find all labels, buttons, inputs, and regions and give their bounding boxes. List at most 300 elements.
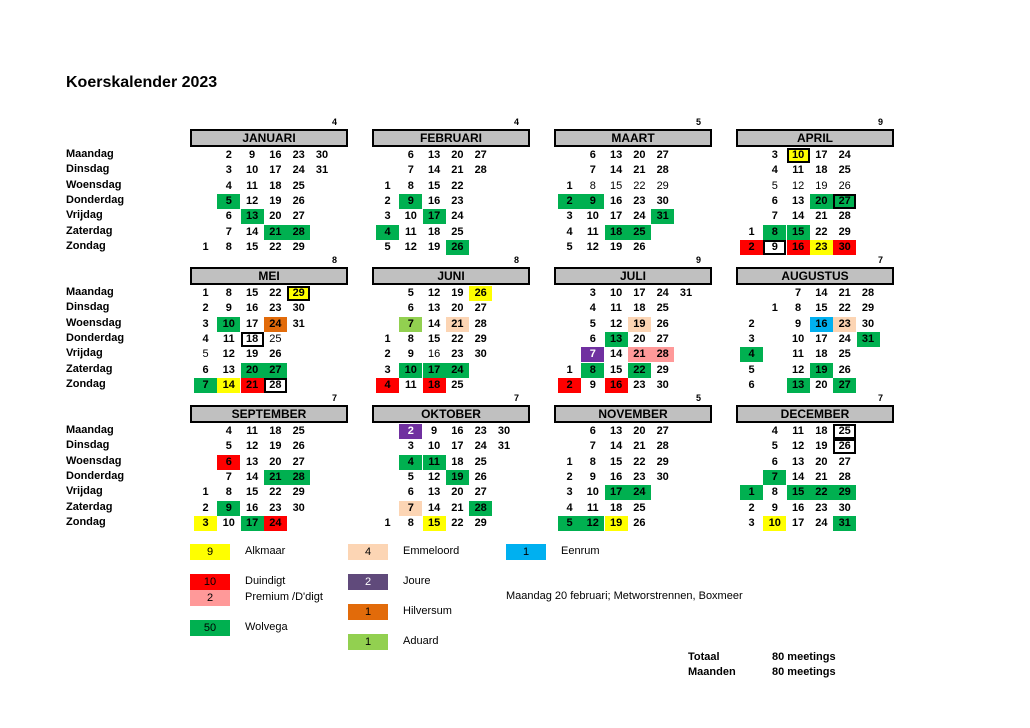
day-cell: 8 [225,486,232,499]
day-cell: 11 [792,164,804,177]
day-cell: 10 [245,164,259,177]
day-cell: 4 [225,425,232,437]
day-cell: 18 [241,332,264,347]
day-cell: 15 [787,485,810,500]
month-count: 7 [878,255,884,265]
day-cell: 6 [589,149,596,161]
day-cell: 18 [451,455,464,468]
day-cell: 30 [833,240,856,255]
day-cell: 28 [287,225,310,240]
day-cell: 25 [628,225,651,240]
day-cell: 10 [427,440,441,453]
day-cell: 15 [245,240,259,253]
day-cell: 27 [474,302,487,315]
day-cell: 24 [656,287,669,299]
day-cell: 3 [771,149,778,161]
day-label: Zaterdag [66,362,113,375]
day-cell: 23 [269,302,282,315]
day-label: Vrijdag [66,209,103,222]
day-cell: 6 [407,302,414,315]
day-cell: 1 [740,485,763,500]
day-label: Zaterdag [66,224,113,237]
day-label: Dinsdag [66,439,110,452]
day-cell: 27 [656,149,669,161]
legend-swatch-hilversum: 1 [348,604,388,620]
day-cell: 10 [791,332,805,345]
day-cell: 2 [566,470,573,483]
day-cell: 29 [474,332,487,345]
day-cell: 18 [815,164,828,177]
day-cell: 16 [245,501,259,514]
day-cell: 3 [407,440,414,453]
month-header-september: SEPTEMBER [190,405,348,423]
day-cell: 9 [589,470,596,483]
day-cell: 19 [815,440,828,453]
day-cell: 13 [427,486,441,499]
legend-swatch-joure: 2 [348,574,388,590]
day-cell: 23 [451,194,464,207]
day-cell: 29 [474,516,487,529]
day-cell: 28 [474,317,487,330]
day-cell: 22 [451,179,464,192]
day-cell: 8 [589,455,596,468]
day-cell: 14 [791,470,805,483]
day-cell: 22 [633,455,646,468]
day-cell: 6 [217,455,240,470]
day-cell: 12 [791,440,805,453]
day-label: Maandag [66,424,114,436]
day-cell: 3 [566,210,573,223]
day-cell: 5 [384,240,391,253]
day-cell: 19 [815,179,828,192]
day-cell: 12 [791,179,805,192]
day-cell: 12 [581,516,604,531]
page-title: Koerskalender 2023 [66,74,218,91]
day-cell: 8 [407,179,414,192]
day-cell: 20 [269,210,282,223]
day-label: Donderdag [66,331,125,344]
day-cell: 23 [815,501,828,514]
day-label: Donderdag [66,469,125,482]
day-cell: 30 [315,149,329,161]
day-cell: 26 [833,439,856,454]
month-count: 7 [878,393,884,403]
day-cell: 20 [451,486,464,499]
day-cell: 28 [838,210,851,223]
day-label: Vrijdag [66,485,103,498]
day-cell: 5 [566,240,573,253]
day-cell: 19 [245,348,259,361]
day-cell: 22 [628,363,651,378]
day-cell: 24 [264,516,287,531]
day-cell: 7 [589,164,596,177]
day-cell: 14 [609,348,623,361]
day-cell: 7 [399,317,422,332]
day-cell: 31 [857,332,880,347]
day-cell: 23 [633,194,646,207]
day-cell: 18 [815,425,828,437]
day-cell: 2 [384,194,391,207]
day-cell: 20 [810,194,833,209]
day-cell: 31 [651,209,674,224]
day-cell: 11 [246,179,258,192]
day-cell: 28 [474,164,487,177]
day-cell: 28 [469,501,492,516]
day-cell: 13 [609,149,623,161]
day-cell: 20 [241,363,264,378]
day-cell: 19 [269,194,282,207]
day-label: Zaterdag [66,500,113,513]
day-cell: 18 [423,378,446,393]
day-cell: 10 [609,287,623,299]
day-cell: 24 [838,149,851,161]
day-cell: 15 [423,516,446,531]
day-cell: 19 [451,287,464,299]
day-cell: 28 [838,470,851,483]
day-label: Woensdag [66,316,122,329]
day-cell: 26 [292,194,305,207]
day-cell: 22 [633,179,646,192]
day-cell: 1 [384,179,391,192]
day-cell: 15 [427,179,441,192]
day-cell: 12 [245,194,259,207]
day-cell: 1 [566,363,573,376]
day-cell: 5 [407,470,414,483]
day-cell: 9 [217,501,240,516]
day-cell: 15 [815,302,828,315]
day-cell: 14 [815,287,828,299]
day-cell: 18 [633,302,646,315]
day-cell: 21 [815,210,828,223]
day-cell: 6 [748,378,755,391]
legend-swatch-wolvega: 50 [190,620,230,636]
day-cell: 10 [586,210,599,223]
day-cell: 23 [633,470,646,483]
legend-swatch-aduard: 1 [348,634,388,650]
day-cell: 6 [407,149,414,161]
day-cell: 14 [427,501,441,514]
day-cell: 9 [581,194,604,209]
day-cell: 9 [407,348,414,361]
day-cell: 14 [427,317,441,330]
legend-label: Emmeloord [403,545,460,557]
day-cell: 4 [399,455,422,470]
day-cell: 22 [269,240,282,253]
day-cell: 29 [292,486,305,499]
day-cell: 21 [264,470,287,485]
day-cell: 17 [451,440,464,453]
day-cell: 16 [605,378,628,393]
day-cell: 28 [264,378,287,393]
day-cell: 9 [249,149,256,161]
day-cell: 21 [446,317,469,332]
day-cell: 20 [633,149,646,161]
day-cell: 23 [269,501,282,514]
day-cell: 7 [763,470,786,485]
day-cell: 13 [791,194,805,207]
day-cell: 16 [245,302,259,315]
month-header-februari: FEBRUARI [372,129,530,147]
day-cell: 17 [605,485,628,500]
day-cell: 11 [246,425,258,437]
legend-label: Joure [403,575,431,587]
day-cell: 1 [384,332,391,345]
day-cell: 29 [861,302,875,315]
day-cell: 26 [292,440,305,453]
month-count: 8 [332,255,338,265]
day-cell: 26 [474,470,487,483]
day-cell: 29 [656,363,669,376]
day-cell: 17 [245,317,259,330]
legend-swatch-duindigt: 10 [190,574,230,590]
day-cell: 30 [497,425,511,437]
day-cell: 7 [771,210,778,223]
day-cell: 24 [264,317,287,332]
day-cell: 17 [241,516,264,531]
day-cell: 20 [815,378,828,391]
day-cell: 19 [628,317,651,332]
day-label: Dinsdag [66,301,110,314]
day-cell: 6 [589,425,596,437]
day-cell: 8 [763,225,786,240]
day-cell: 8 [225,240,232,253]
day-cell: 10 [399,363,422,378]
day-cell: 2 [748,317,755,330]
day-cell: 4 [376,378,399,393]
day-cell: 17 [791,516,805,529]
day-cell: 14 [609,440,623,453]
day-cell: 14 [245,225,259,238]
day-cell: 15 [427,332,441,345]
day-cell: 2 [558,194,581,209]
total-label: Totaal [688,651,720,663]
month-header-april: APRIL [736,129,894,147]
day-cell: 12 [586,240,599,253]
month-count: 9 [878,117,884,127]
day-cell: 16 [609,194,623,207]
month-header-januari: JANUARI [190,129,348,147]
day-cell: 15 [245,486,259,499]
month-header-oktober: OKTOBER [372,405,530,423]
day-cell: 27 [474,149,487,161]
day-cell: 8 [795,302,802,315]
day-cell: 17 [423,209,446,224]
day-cell: 17 [633,287,646,299]
day-cell: 20 [451,302,464,315]
day-cell: 13 [605,332,628,347]
day-cell: 15 [609,455,623,468]
day-cell: 24 [815,516,828,529]
day-label: Zondag [66,377,106,390]
day-cell: 6 [771,455,778,468]
day-cell: 25 [656,302,669,315]
day-cell: 14 [217,378,240,393]
day-cell: 12 [427,470,441,483]
day-cell: 25 [838,348,851,361]
month-header-maart: MAART [554,129,712,147]
day-cell: 13 [241,209,264,224]
day-cell: 19 [269,440,282,453]
day-cell: 16 [810,317,833,332]
day-cell: 31 [497,440,511,453]
month-header-juli: JULI [554,267,712,285]
day-cell: 8 [589,179,596,192]
day-cell: 9 [589,378,596,391]
day-cell: 12 [245,440,259,453]
day-cell: 12 [791,363,805,376]
day-cell: 10 [787,148,810,163]
day-cell: 12 [404,240,417,253]
day-cell: 18 [609,501,623,514]
day-cell: 22 [451,516,464,529]
day-cell: 2 [748,501,755,514]
day-cell: 26 [269,348,282,361]
day-cell: 7 [795,287,802,299]
day-cell: 26 [446,240,469,255]
day-cell: 6 [771,194,778,207]
day-cell: 11 [792,348,804,361]
day-label: Donderdag [66,193,125,206]
day-cell: 4 [566,501,573,514]
day-cell: 16 [791,501,805,514]
day-cell: 1 [566,179,573,192]
day-cell: 31 [833,516,856,531]
day-cell: 22 [269,287,282,299]
day-cell: 8 [407,516,414,529]
day-cell: 1 [202,240,209,253]
day-cell: 6 [407,486,414,499]
day-cell: 27 [833,378,856,393]
day-cell: 3 [202,317,209,330]
day-cell: 9 [431,425,438,437]
day-cell: 20 [633,332,646,345]
day-cell: 11 [586,225,599,238]
day-cell: 7 [407,164,414,177]
day-cell: 28 [287,470,310,485]
day-cell: 3 [225,164,232,177]
day-cell: 29 [287,286,310,301]
day-cell: 4 [376,225,399,240]
day-cell: 11 [404,378,417,391]
day-cell: 20 [451,149,464,161]
legend-label: Hilversum [403,605,452,617]
day-cell: 2 [384,348,391,361]
day-cell: 30 [656,470,669,483]
legend-label: Wolvega [245,621,288,633]
day-cell: 7 [589,440,596,453]
day-cell: 24 [633,210,646,223]
day-cell: 30 [861,317,875,330]
day-cell: 22 [269,486,282,499]
day-cell: 21 [451,501,464,514]
day-cell: 24 [628,485,651,500]
day-cell: 5 [771,440,778,453]
day-cell: 16 [427,194,441,207]
day-cell: 1 [748,225,755,238]
day-cell: 1 [771,302,778,315]
day-cell: 4 [566,225,573,238]
day-cell: 2 [202,302,209,315]
day-cell: 21 [628,347,651,362]
day-cell: 29 [838,225,851,238]
month-count: 7 [332,393,338,403]
day-cell: 21 [264,225,287,240]
day-cell: 13 [222,363,235,376]
months-value: 80 meetings [772,666,836,678]
day-cell: 1 [384,516,391,529]
day-cell: 11 [423,455,446,470]
day-cell: 2 [740,240,763,255]
day-label: Woensdag [66,178,122,191]
day-cell: 5 [589,317,596,330]
day-cell: 4 [589,302,596,315]
day-cell: 27 [833,194,856,209]
day-cell: 3 [589,287,596,299]
day-cell: 26 [469,286,492,301]
day-cell: 30 [838,501,851,514]
day-cell: 3 [384,363,391,376]
day-cell: 31 [679,287,693,299]
day-cell: 27 [292,455,305,468]
day-cell: 1 [202,287,209,299]
day-cell: 17 [269,164,282,177]
day-cell: 2 [225,149,232,161]
day-cell: 1 [202,486,209,499]
day-cell: 27 [474,486,487,499]
day-cell: 17 [423,363,446,378]
day-cell: 23 [633,378,646,391]
day-cell: 9 [795,317,802,330]
day-cell: 24 [292,164,305,177]
month-header-december: DECEMBER [736,405,894,423]
day-cell: 20 [815,455,828,468]
day-cell: 12 [427,287,441,299]
day-cell: 9 [763,240,786,255]
day-cell: 6 [202,363,209,376]
month-header-november: NOVEMBER [554,405,712,423]
day-cell: 31 [315,164,329,177]
day-cell: 25 [292,179,305,192]
legend-label: Alkmaar [245,545,286,557]
day-label: Maandag [66,286,114,298]
day-cell: 21 [241,378,264,393]
day-cell: 23 [474,425,487,437]
month-count: 8 [514,255,520,265]
day-cell: 24 [474,440,487,453]
day-cell: 14 [791,210,805,223]
legend-label: Duindigt [245,575,286,587]
day-cell: 22 [451,332,464,345]
day-cell: 13 [791,455,805,468]
day-cell: 20 [633,425,646,437]
day-cell: 7 [581,347,604,362]
day-cell: 25 [833,424,856,439]
day-cell: 28 [651,347,674,362]
legend-label: Premium /D'digt [245,591,323,603]
day-label: Maandag [66,148,114,160]
day-cell: 8 [581,363,604,378]
day-cell: 22 [838,302,851,315]
day-cell: 22 [810,485,833,500]
month-count: 4 [332,117,338,127]
day-cell: 12 [609,317,623,330]
day-cell: 29 [656,455,669,468]
day-cell: 2 [558,378,581,393]
day-cell: 23 [451,348,464,361]
day-cell: 19 [446,470,469,485]
day-cell: 17 [609,210,623,223]
day-cell: 25 [838,164,851,177]
